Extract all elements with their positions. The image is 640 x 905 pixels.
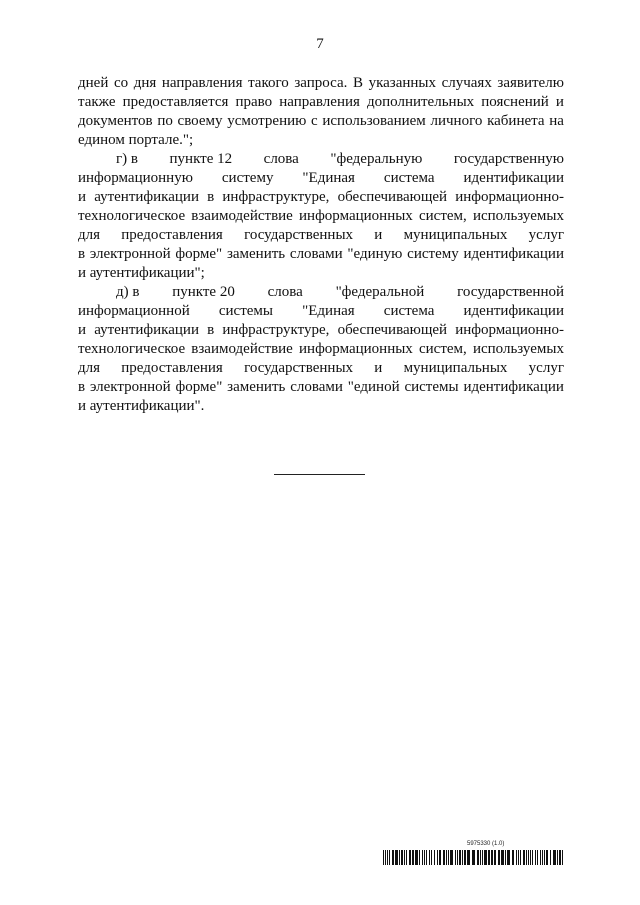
text-line: [78, 397, 564, 416]
text-line: [78, 131, 564, 150]
text-word: "единую: [347, 246, 403, 262]
text-word: форме": [175, 246, 223, 262]
text-line: [78, 150, 564, 169]
text-word: документов: [78, 113, 153, 129]
text-word: государственных: [244, 227, 354, 243]
text-word: слова: [263, 151, 299, 167]
text-line: [78, 226, 564, 245]
text-word: д) в: [116, 284, 140, 300]
text-word: для: [78, 360, 101, 376]
text-word: "Единая: [302, 303, 355, 319]
closing-separator-line: [274, 474, 365, 475]
text-word: заменить: [227, 379, 286, 395]
text-word: информационных: [299, 208, 413, 224]
text-word: словами: [289, 246, 343, 262]
text-word: пункте 20: [172, 284, 235, 300]
text-line: [78, 359, 564, 378]
text-word: своему: [177, 113, 223, 129]
text-line: [78, 207, 564, 226]
text-word: информационно-: [455, 322, 564, 338]
text-word: муниципальных: [403, 360, 508, 376]
text-word: заявителю: [497, 75, 564, 91]
text-word: систем,: [418, 341, 467, 357]
text-word: и: [78, 189, 87, 205]
text-word: также: [78, 94, 116, 110]
text-word: системы: [404, 379, 459, 395]
text-word: предоставления: [121, 360, 223, 376]
text-line: [78, 93, 564, 112]
text-word: дополнительных: [367, 94, 475, 110]
text-word: случаях: [441, 75, 492, 91]
text-word: государственной: [457, 284, 564, 300]
text-line: [78, 264, 564, 283]
text-word: "федеральной: [335, 284, 425, 300]
text-line: [78, 378, 564, 397]
text-word: г) в: [116, 151, 138, 167]
text-word: по: [157, 113, 173, 129]
text-word: муниципальных: [403, 227, 508, 243]
text-word: направления: [161, 75, 243, 91]
text-word: информационных: [299, 341, 413, 357]
text-word: технологическое: [78, 341, 186, 357]
text-word: в: [207, 189, 215, 205]
text-word: в: [78, 379, 86, 395]
text-word: системы: [218, 303, 273, 319]
document-body: [78, 74, 564, 416]
text-word: и аутентификации";: [78, 265, 205, 281]
text-word: обеспечивающей: [337, 189, 448, 205]
text-word: взаимодействие: [191, 341, 293, 357]
text-line: [78, 302, 564, 321]
text-word: в: [207, 322, 215, 338]
text-line: [78, 112, 564, 131]
text-word: и: [374, 227, 383, 243]
text-word: право: [235, 94, 273, 110]
text-word: электронной: [89, 246, 171, 262]
text-word: дней: [78, 75, 109, 91]
text-word: система: [383, 170, 435, 186]
text-word: пояснений: [481, 94, 549, 110]
text-word: систему: [407, 246, 459, 262]
text-word: идентификации: [463, 246, 564, 262]
text-word: аутентификации: [94, 189, 199, 205]
text-word: запроса.: [294, 75, 348, 91]
text-word: технологическое: [78, 208, 186, 224]
text-word: систему: [221, 170, 274, 186]
barcode-image: [383, 850, 563, 865]
text-word: использованием: [322, 113, 426, 129]
text-word: информационно-: [455, 189, 564, 205]
text-line: [78, 74, 564, 93]
text-word: заменить: [226, 246, 286, 262]
text-word: такого: [248, 75, 289, 91]
text-word: пункте 12: [169, 151, 233, 167]
text-word: указанных: [368, 75, 436, 91]
text-word: и: [374, 360, 383, 376]
text-word: взаимодействие: [191, 208, 293, 224]
text-word: обеспечивающей: [337, 322, 448, 338]
text-word: форме": [175, 379, 223, 395]
text-line: [78, 283, 564, 302]
text-word: едином портале.";: [78, 132, 194, 148]
text-word: в: [78, 246, 86, 262]
text-line: [78, 321, 564, 340]
barcode-code-text: 5975330 (1.0): [467, 841, 505, 847]
text-word: идентификации: [463, 379, 564, 395]
text-word: электронной: [89, 379, 171, 395]
text-word: словами: [290, 379, 343, 395]
text-word: предоставления: [121, 227, 223, 243]
text-word: систем,: [418, 208, 467, 224]
text-word: с: [311, 113, 318, 129]
text-line: [78, 340, 564, 359]
text-word: услуг: [528, 360, 564, 376]
text-word: государственных: [244, 360, 354, 376]
text-word: государственную: [453, 151, 564, 167]
text-word: идентификации: [463, 170, 564, 186]
text-word: информационной: [78, 303, 190, 319]
text-word: на: [549, 113, 564, 129]
text-word: система: [383, 303, 435, 319]
text-word: слова: [267, 284, 303, 300]
text-word: инфраструктуре,: [222, 189, 330, 205]
text-word: предоставляется: [122, 94, 229, 110]
text-word: "единой: [347, 379, 400, 395]
text-word: личного: [430, 113, 483, 129]
text-word: и аутентификации".: [78, 398, 205, 414]
text-word: услуг: [528, 227, 564, 243]
text-word: со: [113, 75, 129, 91]
text-word: направления: [279, 94, 360, 110]
text-word: "Единая: [302, 170, 355, 186]
text-word: и: [555, 94, 564, 110]
text-word: аутентификации: [94, 322, 199, 338]
text-word: инфраструктуре,: [222, 322, 330, 338]
text-word: кабинета: [487, 113, 545, 129]
text-word: информационную: [78, 170, 193, 186]
text-line: [78, 245, 564, 264]
page-number: 7: [316, 36, 324, 52]
text-word: В: [352, 75, 363, 91]
text-word: дня: [133, 75, 157, 91]
text-word: используемых: [472, 208, 564, 224]
text-word: используемых: [472, 341, 564, 357]
text-line: [78, 188, 564, 207]
text-word: "федеральную: [330, 151, 423, 167]
text-line: [78, 169, 564, 188]
text-word: усмотрению: [227, 113, 307, 129]
text-word: и: [78, 322, 87, 338]
text-word: идентификации: [463, 303, 564, 319]
text-word: для: [78, 227, 101, 243]
